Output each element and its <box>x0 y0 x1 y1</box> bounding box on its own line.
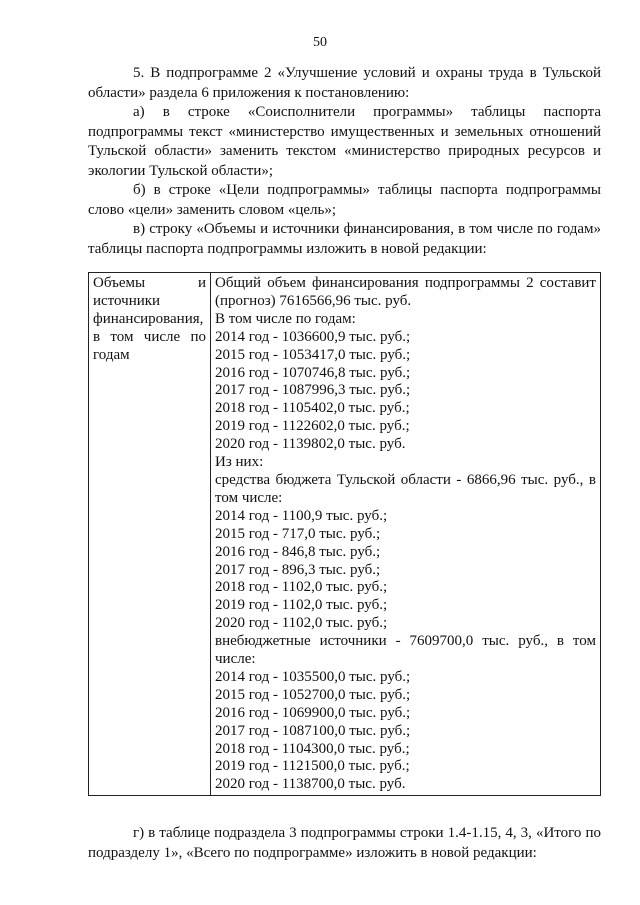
budget-year-line: 2014 год - 1100,9 тыс. руб.; <box>215 507 388 524</box>
budget-year-line: 2020 год - 1102,0 тыс. руб.; <box>215 615 388 632</box>
table-row <box>89 273 601 796</box>
extra-year-line: 2020 год - 1138700,0 тыс. руб. <box>215 776 406 793</box>
row-label-cell: Объемы и источники финансирования, в том числе по годам <box>89 273 211 796</box>
year-line: 2015 год - 1053417,0 тыс. руб.; <box>215 346 411 363</box>
year-line: 2017 год - 1087996,3 тыс. руб.; <box>215 382 411 399</box>
year-line: 2014 год - 1036600,9 тыс. руб.; <box>215 328 411 345</box>
extra-year-line: 2014 год - 1035500,0 тыс. руб.; <box>215 668 411 685</box>
footer-text <box>88 824 601 863</box>
of-them-heading: Из них: <box>215 454 264 471</box>
year-line: 2019 год - 1122602,0 тыс. руб.; <box>215 418 410 435</box>
funding-table <box>88 272 601 796</box>
funding-details-cell <box>211 273 601 796</box>
year-line: 2018 год - 1105402,0 тыс. руб.; <box>215 400 410 417</box>
budget-heading: средства бюджета Тульской области - 6866,96 тыс. руб., в том числе: <box>215 471 596 506</box>
extra-budget-heading: внебюджетные источники - 7609700,0 тыс. руб., в том числе: <box>215 633 596 668</box>
extra-year-line: 2016 год - 1069900,0 тыс. руб.; <box>215 704 411 721</box>
budget-year-line: 2018 год - 1102,0 тыс. руб.; <box>215 579 388 596</box>
budget-year-line: 2019 год - 1102,0 тыс. руб.; <box>215 597 388 614</box>
extra-year-line: 2015 год - 1052700,0 тыс. руб.; <box>215 686 411 703</box>
year-line: 2020 год - 1139802,0 тыс. руб. <box>215 436 406 453</box>
total-funding-text: Общий объем финансирования подпрограммы 2 составит (прогноз) 7616566,96 тыс. руб. <box>215 275 596 309</box>
extra-year-line: 2018 год - 1104300,0 тыс. руб.; <box>215 740 410 757</box>
budget-year-line: 2015 год - 717,0 тыс. руб.; <box>215 525 381 542</box>
intro-paragraph: в) строку «Объемы и источники финансирования, в том числе по годам» таблицы паспорта подпрограммы изложить в новой редакции: <box>88 221 601 257</box>
intro-text <box>88 64 601 259</box>
by-years-heading: В том числе по годам: <box>215 310 356 327</box>
extra-year-line: 2019 год - 1121500,0 тыс. руб.; <box>215 758 410 775</box>
year-line: 2016 год - 1070746,8 тыс. руб.; <box>215 364 411 381</box>
intro-paragraph: а) в строке «Соисполнители программы» таблицы паспорта подпрограммы текст «министерство имущественных и земельных отношений Тульской области» заменить текстом «министерство природных ресурсов и экологии Тульской области»; <box>88 104 601 179</box>
extra-year-line: 2017 год - 1087100,0 тыс. руб.; <box>215 722 411 739</box>
page-number: 50 <box>313 35 327 50</box>
intro-paragraph: 5. В подпрограмме 2 «Улучшение условий и охраны труда в Тульской области» раздела 6 приложения к постановлению: <box>88 65 601 101</box>
budget-year-line: 2016 год - 846,8 тыс. руб.; <box>215 543 381 560</box>
budget-year-line: 2017 год - 896,3 тыс. руб.; <box>215 561 381 578</box>
footer-paragraph: г) в таблице подраздела 3 подпрограммы строки 1.4-1.15, 4, 3, «Итого по подразделу 1», «Всего по подпрограмме» изложить в новой редакции: <box>88 825 601 861</box>
intro-paragraph: б) в строке «Цели подпрограммы» таблицы паспорта подпрограммы слово «цели» заменить словом «цель»; <box>88 182 601 218</box>
